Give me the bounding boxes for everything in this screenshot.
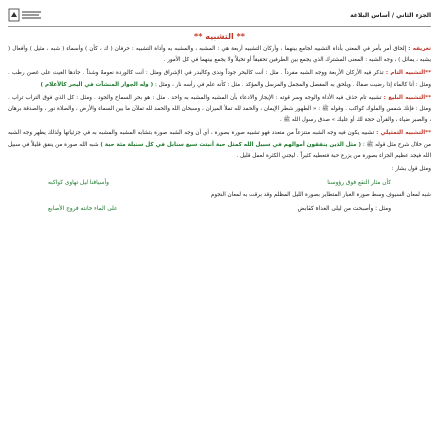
representative-simile-paragraph	[8, 128, 431, 162]
poem-intro: ومثل قول بشار :	[391, 166, 431, 173]
heading-star-left: **	[194, 32, 203, 41]
header-title: الجزء الثاني / أساس البلاغة	[350, 11, 431, 19]
verse-1-left: وأسيافنا ليل تهاوى كواكبه	[48, 180, 109, 187]
eloquent-simile-label: **التشبيه البليغ :	[383, 94, 432, 101]
definition-paragraph	[8, 44, 431, 66]
heading-star-right: **	[236, 32, 245, 41]
verse-2-right: ومثل : وأصبحت من ليلى الغداة كقابض	[297, 206, 391, 213]
full-simile-label: **التشبيه التام :	[385, 70, 432, 77]
eloquent-simile-paragraph	[8, 93, 431, 127]
poem-note: شبه لمعان السيوف وسط صورة الغبار المتطاير بصورة الليل المظلم وقد برقت به لمعان النجوم	[210, 192, 431, 199]
representative-simile-label: **التشبيه التمثيلي :	[376, 130, 431, 137]
section-heading	[8, 32, 431, 41]
verse-1-right: كأن مثار النقع فوق رؤوسنا	[327, 180, 391, 187]
full-simile-quote: ( وله الجوار المنشآت في البحر كالأعلام )	[40, 81, 154, 88]
full-simile-paragraph	[8, 68, 431, 90]
full-simile-text: تذكر فيه الأركان الأربعة ووجه الشبه مفرداً . مثل : أنت كالبحر جوداً وندى وكالبدر في الإشراق ومثل : أنت كالوردة نعومةً وشذاً . جادها الغيث على غصن رطب . ومثل : أنا كالماء إذا رضيت صفاءً . ويلحق به المفصل والمجمل والمرسل والمؤكد . مثل : كأنه علم في رأسه نار ، ومثل :	[8, 70, 431, 88]
representative-simile-text: تشبيه يكون فيه وجه الشبه منتزعاً من متعدد فهو تشبيه صورة بصورة ، أي أن وجه الشبه صورة بتشابه المشبه والمشبه به في جزئياتها ولذلك يظهر وجه الشبه من خلال شرح مثل قوله ﷺ :	[8, 130, 431, 148]
page-header	[8, 4, 431, 27]
representative-simile-explain: شبه الله صورة من ينفق قليلاً في سبيل الله فيجد عظيم الجزاء بصورة من يزرع حبة فتعطيه كثيراً . ليجني الكثرة لعمل قليل .	[8, 141, 431, 159]
definition-text: إلحاق أمر بأمر في المعنى بأداة التشبيه لجامع بينهما ، وأركان التشبيه أربعة هي : المشبه ، والمشبه به وأداة التشبيه : حرفان ( ك ، كأن ) وأسماء ( شبه ، مثيل ) وأفعال ( يشبه ، يماثل ) ، وجه الشبه : المعنى المشترك الذي يجمع بين الطرفين تحقيقاً أو تخيلاً ولا يجمع بينهما في كل الأمور .	[8, 46, 431, 64]
definition-label: تعريفه :	[408, 46, 431, 52]
eloquent-simile-text: تشبيه تام حذف فيه الأداة والوجه وسر قوته : الإيجاز والادعاء بأن المشبه والمشبه به واحد . مثل : هو بحر السماح والجود . ومثل : كل الذي فوق التراب تراب . ومثل : فإنك شمس والملوك كواكب . وقوله ﷺ : « الطهور شطر الإيمان ، والحمد لله تملأ الميزان ، وسبحان الله والحمد لله تملآن ما بين السماء والأرض ، والصلاة نور ، والصدقة برهان ، والصبر ضياء ، والقرآن حجة لك أو عليك » صدق رسول الله ﷺ .	[8, 94, 431, 124]
heading-text: التشبيه	[205, 32, 234, 41]
representative-simile-quote: ( مثل الذين ينفقون أموالهم في سبيل الله كمثل حبة أنبتت سبع سنابل في كل سنبلة مئة حبة )	[100, 141, 362, 148]
ministry-logo-icon	[8, 8, 42, 22]
poem-verse-1	[8, 177, 431, 190]
verse-2-left: على الماء خانته فروج الأصابع	[48, 206, 118, 213]
poem-verse-2	[8, 203, 431, 216]
